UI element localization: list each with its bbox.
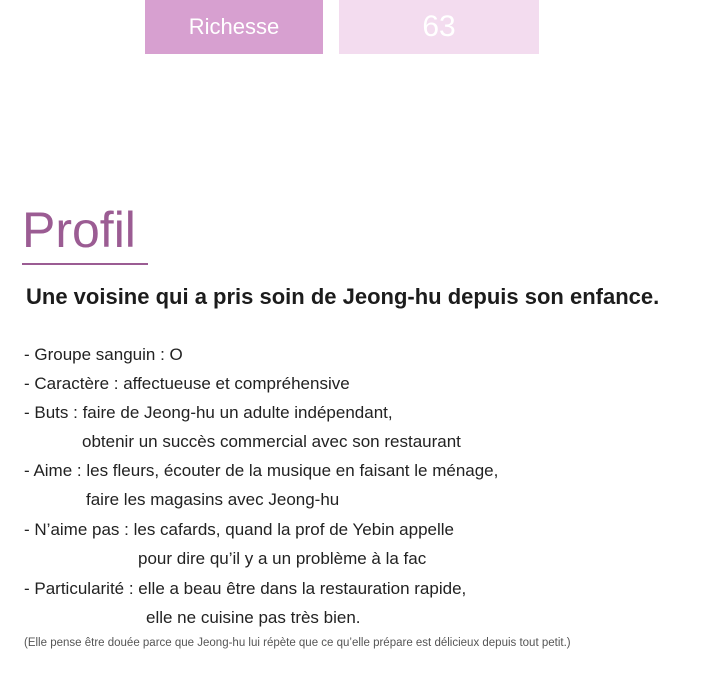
info-personality: - Caractère : affectueuse et compréhensive (24, 374, 350, 393)
profile-heading: Profil (22, 202, 136, 258)
info-dislikes-continued: pour dire qu’il y a un problème à la fac (138, 549, 427, 568)
footnote: (Elle pense être douée parce que Jeong-hu lui répète que ce qu’elle prépare est délicieux depuis tout petit.) (24, 637, 571, 649)
stat-label: Richesse (145, 0, 323, 54)
info-likes: - Aime : les fleurs, écouter de la musique en faisant le ménage, (24, 461, 499, 480)
info-likes-continued: faire les magasins avec Jeong-hu (86, 490, 340, 509)
stat-value: 63 (339, 0, 539, 54)
info-goals-continued: obtenir un succès commercial avec son restaurant (82, 432, 461, 451)
info-goals: - Buts : faire de Jeong-hu un adulte indépendant, (24, 403, 393, 422)
info-dislikes: - N’aime pas : les cafards, quand la prof de Yebin appelle (24, 520, 454, 539)
info-blood-type: - Groupe sanguin : O (24, 345, 183, 364)
info-peculiarity-continued: elle ne cuisine pas très bien. (146, 608, 361, 627)
heading-underline (22, 263, 148, 265)
profile-subtitle: Une voisine qui a pris soin de Jeong-hu depuis son enfance. (26, 284, 660, 309)
info-peculiarity: - Particularité : elle a beau être dans la restauration rapide, (24, 579, 467, 598)
